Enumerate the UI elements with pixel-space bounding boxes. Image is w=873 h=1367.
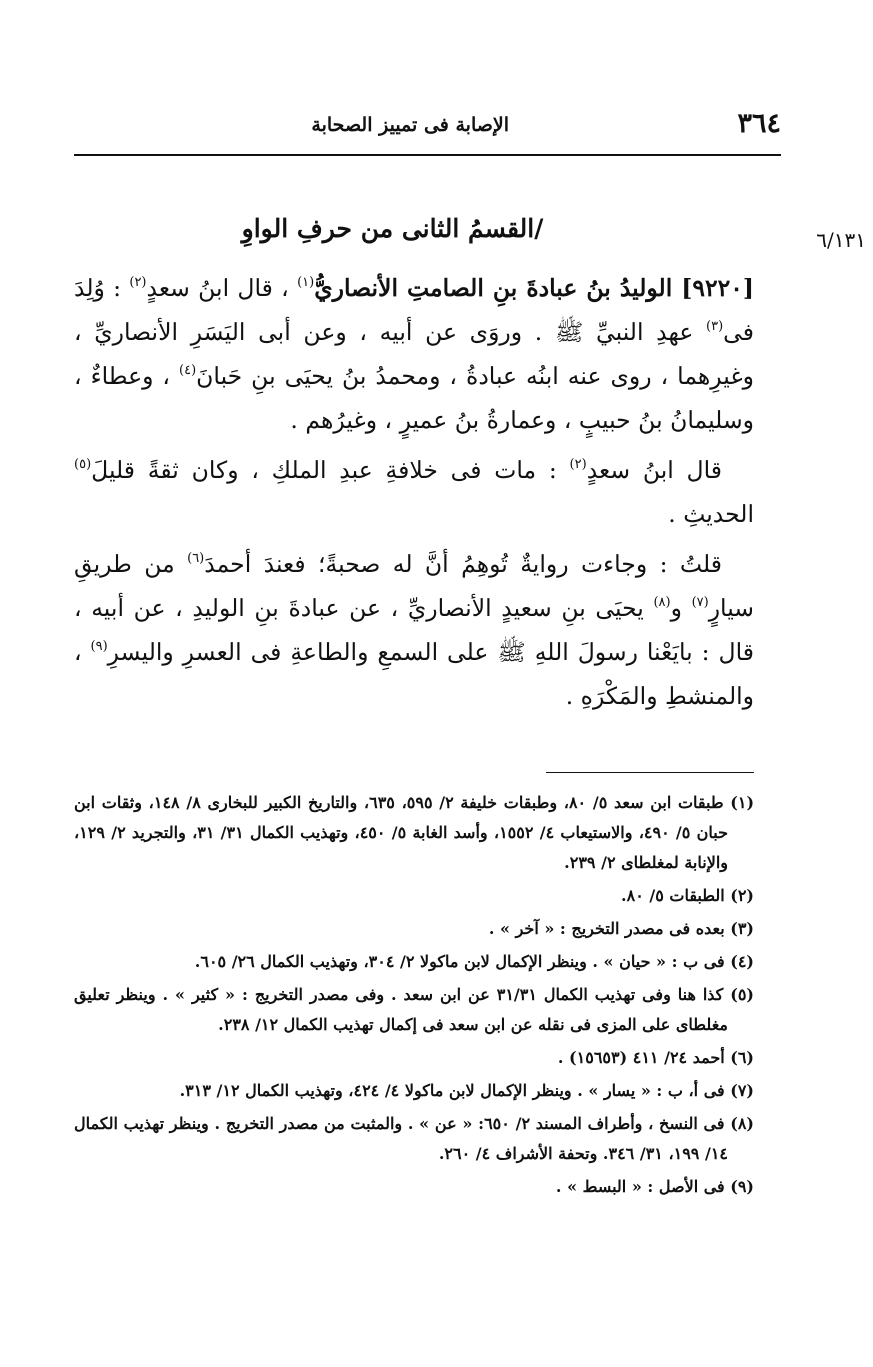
- footnote-separator: [546, 772, 754, 773]
- footnote-marker: (٥): [74, 457, 92, 472]
- footnote-marker: (٤): [179, 363, 197, 378]
- text-segment: الحديثِ .: [668, 500, 754, 528]
- text-segment: ، وعطاءٌ ، وسليمانُ بنُ حبيبٍ ، وعمارةُ بنُ عميرٍ ، وغيرُهم .: [74, 362, 754, 434]
- entry-heading: [٩٢٢٠] الوليدُ بنُ عبادةَ بنِ الصامتِ الأنصاريُّ: [314, 274, 754, 302]
- footnotes: [74, 788, 754, 1205]
- footnote: (٥) كذا هنا وفى تهذيب الكمال ٣١/٣١ عن ابن سعد . وفى مصدر التخريج : « كثير » . وينظر تعليق مغلطاى على المزى فى نقله عن ابن سعد فى إكمال تهذيب الكمال ١٢/ ٢٣٨.: [74, 985, 754, 1034]
- text-segment: ، قال ابنُ سعدٍ: [146, 274, 298, 302]
- section-title: /القسمُ الثانى من حرفِ الواوِ: [241, 214, 544, 243]
- footnote-marker: (١): [297, 275, 315, 290]
- footnote: (٩) فى الأصل : « البسط » .: [555, 1177, 754, 1196]
- text-segment: : مات فى خلافةِ عبدِ الملكِ ، وكان ثقةً قليلَ: [91, 456, 570, 484]
- footnote-marker: (٣): [706, 319, 724, 334]
- footnote: (١) طبقات ابن سعد ٥/ ٨٠، وطبقات خليفة ٢/ ٥٩٥، ٦٣٥، والتاريخ الكبير للبخارى ٨/ ١٤٨، وثقات ابن حبان ٥/ ٤٩٠، والاستيعاب ٤/ ١٥٥٢، وأسد الغابة ٥/ ٤٥٠، وتهذيب الكمال ٣١/ ٣١، والتجريد ٢/ ١٢٩، والإنابة لمغلطاى ٢/ ٢٣٩.: [74, 793, 755, 872]
- main-text: [74, 266, 754, 718]
- paragraph: [74, 266, 754, 442]
- footnote-marker: (٢): [569, 457, 587, 472]
- footnote: (٧) فى أ، ب : « يسار » . وينظر الإكمال لابن ماكولا ٤/ ٤٢٤، وتهذيب الكمال ١٢/ ٣١٣.: [179, 1081, 754, 1100]
- paragraph: [74, 448, 754, 536]
- page-header: [74, 104, 781, 154]
- text-segment: قال ابنُ سعدٍ: [586, 456, 723, 484]
- footnote: (٤) فى ب : « حيان » . وينظر الإكمال لابن ماكولا ٢/ ٣٠٤، وتهذيب الكمال ٢٦/ ٦٠٥.: [194, 952, 754, 971]
- footnote: (٢) الطبقات ٥/ ٨٠.: [621, 886, 754, 905]
- header-rule: [74, 154, 781, 156]
- footnote: (٨) فى النسخ ، وأطراف المسند ٢/ ٦٥٠: « عن » . والمثبت من مصدر التخريج . وينظر تهذيب الكمال ١٤/ ١٩٩، ٣١/ ٣٤٦. وتحفة الأشراف ٤/ ٢٦٠.: [74, 1114, 754, 1163]
- page-number: ٣٦٤: [737, 108, 781, 139]
- text-segment: و: [670, 594, 692, 622]
- running-title: الإصابة فى تمييز الصحابة: [311, 114, 509, 136]
- footnote-marker: (٦): [187, 551, 205, 566]
- margin-reference: ٦/١٣١: [816, 228, 866, 252]
- text-segment: قلتُ : وجاءت روايةٌ تُوهِمُ أنَّ له صحبةً؛ فعندَ أحمدَ: [204, 550, 723, 578]
- footnote-marker: (٧): [691, 595, 709, 610]
- footnote-marker: (٨): [653, 595, 671, 610]
- footnote-marker: (٩): [90, 639, 108, 654]
- footnote: (٦) أحمد ٢٤/ ٤١١ (١٥٦٥٣) .: [557, 1048, 754, 1067]
- text-segment: : وُلِدَ فى: [74, 274, 754, 346]
- text-segment: من طريقِ سيارٍ: [74, 550, 754, 622]
- footnote: (٣) بعده فى مصدر التخريج : « آخر » .: [488, 919, 754, 938]
- text-segment: ، والمنشطِ والمَكْرَهِ .: [74, 638, 754, 710]
- text-segment: يحيَى بنِ سعيدٍ الأنصاريِّ ، عن عبادةَ بنِ الوليدِ ، عن أبيه ، قال : بايَعْنا رسولَ اللهِ ﷺ على السمعِ والطاعةِ فى العسرِ واليسرِ: [74, 594, 754, 666]
- footnote-marker: (٢): [129, 275, 147, 290]
- text-segment: عهدِ النبيِّ ﷺ . وروَى عن أبيه ، وعن أبى اليَسَرِ الأنصاريِّ ، وغيرِهما ، روى عنه ابنُه عبادةُ ، ومحمدُ بنُ يحيَى بنِ حَبانَ: [74, 318, 754, 390]
- paragraph: [74, 542, 754, 718]
